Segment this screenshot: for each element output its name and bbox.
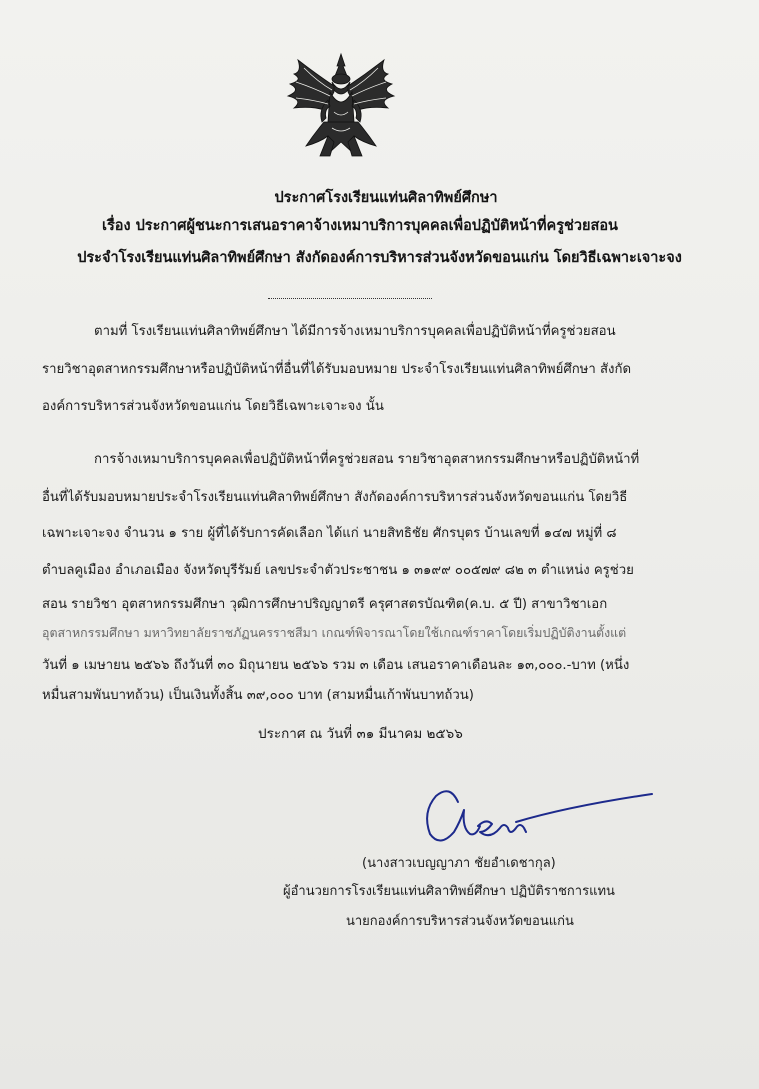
paragraph2-line: เฉพาะเจาะจง จำนวน ๑ ราย ผู้ที่ได้รับการคัดเลือก ได้แก่ นายสิทธิชัย ศักรบุตร บ้านเลขที่ ๑๔๗ หมู่ที่ ๘ [42,526,617,541]
dotted-divider [268,298,432,299]
handwritten-signature [420,782,660,852]
paragraph2-line: การจ้างเหมาบริการบุคคลเพื่อปฏิบัติหน้าที่ครูช่วยสอน รายวิชาอุตสาหกรรมศึกษาหรือปฏิบัติหน้าที่ [94,452,640,467]
signer-position: ผู้อำนวยการโรงเรียนแท่นศิลาทิพย์ศึกษา ปฏิบัติราชการแทน [283,884,615,899]
signer-position-2: นายกองค์การบริหารส่วนจังหวัดขอนแก่น [346,914,574,929]
subject-line: เรื่อง ประกาศผู้ชนะการเสนอราคาจ้างเหมาบริการบุคคลเพื่อปฏิบัติหน้าที่ครูช่วยสอน [102,218,618,234]
paragraph2-line: หมื่นสามพันบาทถ้วน) เป็นเงินทั้งสิ้น ๓๙,๐๐๐ บาท (สามหมื่นเก้าพันบาทถ้วน) [42,688,474,703]
garuda-emblem-icon [284,52,399,164]
announce-date: ประกาศ ณ วันที่ ๓๑ มีนาคม ๒๕๖๖ [258,726,463,742]
paragraph1-line: ตามที่ โรงเรียนแท่นศิลาทิพย์ศึกษา ได้มีการจ้างเหมาบริการบุคคลเพื่อปฏิบัติหน้าที่ครูช่วยสอน [94,324,616,339]
paragraph1-line: รายวิชาอุตสาหกรรมศึกษาหรือปฏิบัติหน้าที่อื่นที่ได้รับมอบหมาย ประจำโรงเรียนแท่นศิลาทิพย์ศึกษา สังกัด [42,362,632,377]
paragraph2-line: ตำบลคูเมือง อำเภอเมือง จังหวัดบุรีรัมย์ เลขประจำตัวประชาชน ๑ ๓๑๙๙ ๐๐๕๗๙ ๘๒ ๓ ตำแหน่ง ครูช่วย [42,563,634,578]
paragraph1-line: องค์การบริหารส่วนจังหวัดขอนแก่น โดยวิธีเฉพาะเจาะจง นั้น [42,399,384,414]
paragraph2-line: สอน รายวิชา อุตสาหกรรมศึกษา วุฒิการศึกษาปริญญาตรี ครุศาสตรบัณฑิต(ค.บ. ๕ ปี) สาขาวิชาเอก [42,597,608,612]
signer-name: (นางสาวเบญญาภา ชัยอำเดชากุล) [362,856,556,871]
announcement-title: ประกาศโรงเรียนแท่นศิลาทิพย์ศึกษา [274,190,498,206]
paragraph2-line: วันที่ ๑ เมษายน ๒๕๖๖ ถึงวันที่ ๓๐ มิถุนายน ๒๕๖๖ รวม ๓ เดือน เสนอราคาเดือนละ ๑๓,๐๐๐.-บาท (หนึ่ง [42,658,630,673]
subject-line-2: ประจำโรงเรียนแท่นศิลาทิพย์ศึกษา สังกัดองค์การบริหารส่วนจังหวัดขอนแก่น โดยวิธีเฉพาะเจาะจง [77,250,682,266]
paragraph2-line: อื่นที่ได้รับมอบหมายประจำโรงเรียนแท่นศิลาทิพย์ศึกษา สังกัดองค์การบริหารส่วนจังหวัดขอนแก่น โดยวิธี [42,490,628,505]
paragraph2-line: อุตสาหกรรมศึกษา มหาวิทยาลัยราชภัฏนครราชสีมา เกณฑ์พิจารณาโดยใช้เกณฑ์ราคาโดยเริ่มปฏิบัติงานตั้งแต่ [42,625,627,640]
